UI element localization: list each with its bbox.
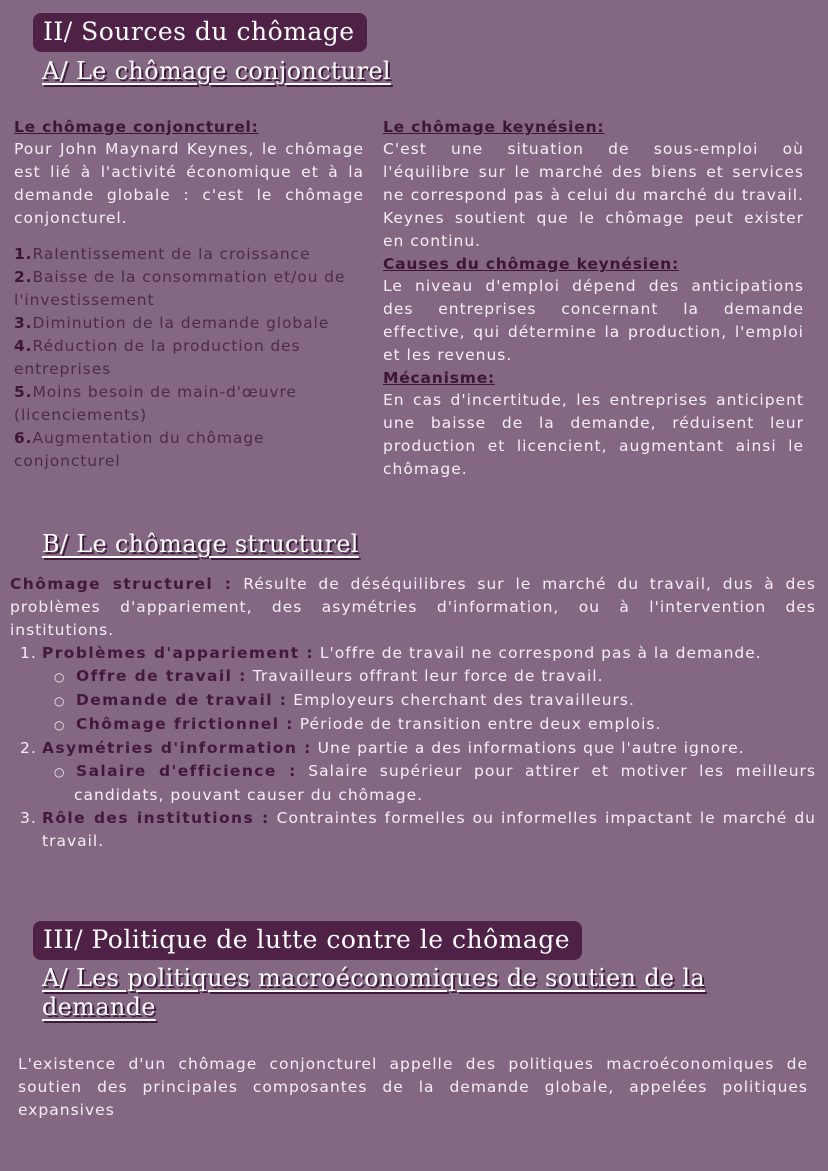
left-column [14,116,364,473]
step-item: 2.Baisse de la consommation et/ou de l'investissement [14,268,346,309]
right-column [383,116,804,481]
sub-item: ○ Chômage frictionnel : Période de transition entre deux emplois. [54,715,662,733]
heading-chomage-keynesien: Le chômage keynésien: [383,118,605,136]
sub-item: ○ Offre de travail : Travailleurs offrant leur force de travail. [54,667,604,685]
subsection-title-macro: A/ Les politiques macroéconomiques de soutien de la demande [42,964,705,1021]
list-item-appariement: 1. Problèmes d'appariement : L'offre de travail ne correspond pas à la demande. [20,644,762,662]
list-item-asymetries: 2. Asymétries d'information : Une partie a des informations que l'autre ignore. [20,739,745,757]
step-item: 5.Moins besoin de main-d'œuvre (licenciements) [14,383,297,424]
list-item-institutions: 3. Rôle des institutions : Contraintes formelles ou informelles impactant le marché du travail. [20,809,816,850]
step-item: 4.Réduction de la production des entreprises [14,337,301,378]
sub-item: ○ Demande de travail : Employeurs cherchant des travailleurs. [54,691,635,709]
structurel-intro: Chômage structurel : Résulte de déséquilibres sur le marché du travail, dus à des problèmes d'appariement, des asymétries d'information, ou à l'intervention des institutions. [10,575,817,639]
subsection-title-conjoncturel: A/ Le chômage conjoncturel [42,57,391,85]
paragraph-conjoncturel: Pour John Maynard Keynes, le chômage est lié à l'activité économique et à la demande globale : c'est le chômage conjoncturel. [14,140,364,227]
section-title-sources: II/ Sources du chômage [33,13,367,52]
step-item: 3.Diminution de la demande globale [14,314,330,332]
heading-chomage-conjoncturel: Le chômage conjoncturel: [14,118,259,136]
heading-mecanisme: Mécanisme: [383,369,496,387]
subsection-title-structurel: B/ Le chômage structurel [42,530,359,558]
structurel-block [10,573,816,853]
step-item: 1.Ralentissement de la croissance [14,245,311,263]
paragraph-causes: Le niveau d'emploi dépend des anticipations des entreprises concernant la demande effective, qui détermine la production, l'emploi et les revenus. [383,277,804,364]
paragraph-mecanisme: En cas d'incertitude, les entreprises anticipent une baisse de la demande, réduisent leur production et licencient, augmentant ainsi le chômage. [383,391,804,478]
section-title-politique: III/ Politique de lutte contre le chômage [33,921,582,960]
heading-causes: Causes du chômage keynésien: [383,255,679,273]
step-item: 6.Augmentation du chômage conjoncturel [14,429,265,470]
paragraph-keynesien: C'est une situation de sous-emploi où l'équilibre sur le marché des biens et services ne correspond pas à celui du marché du travail. Keynes soutient que le chômage peut exister en continu. [383,140,804,250]
paragraph-politiques: L'existence d'un chômage conjoncturel appelle des politiques macroéconomiques de soutien des principales composantes de la demande globale, appelées politiques expansives [18,1055,808,1119]
sub-item: ○ Salaire d'efficience : Salaire supérieur pour attirer et motiver les meilleurs candidats, pouvant causer du chômage. [54,762,816,804]
